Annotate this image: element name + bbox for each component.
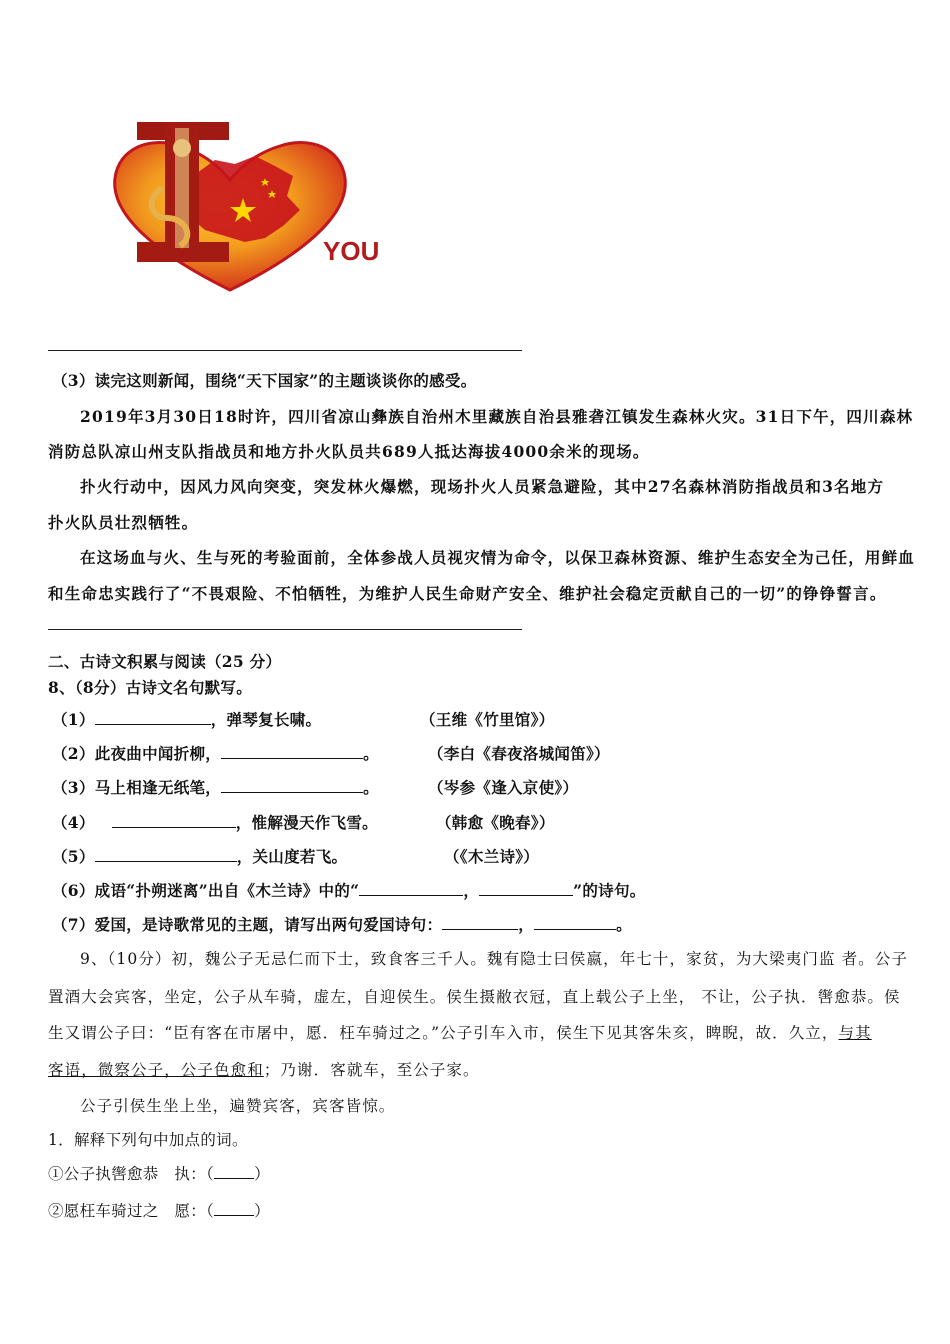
recitation-source-3: （岑参《逢入京使》） bbox=[428, 778, 579, 797]
recitation-item-6: （6）成语“扑朔迷离”出自《木兰诗》中的“ ， ”的诗句。 bbox=[52, 881, 646, 900]
section-heading: 二、古诗文积累与阅读（25 分） bbox=[48, 652, 282, 671]
recitation-source-5: （《木兰诗》） bbox=[444, 847, 540, 866]
answer-blank[interactable] bbox=[221, 777, 363, 793]
answer-blank[interactable] bbox=[214, 1163, 254, 1179]
question-9-line-2: 置酒大会宾客，坐定，公子从车骑，虚左，自迎侯生。侯生摄敝衣冠，直上载公子上坐， 不让，公子执．辔愈恭。侯 bbox=[48, 988, 901, 1006]
recitation-item-1: （1） ，弹琴复长啸。 bbox=[52, 710, 322, 729]
explain-item-1: ①公子执辔愈恭 执：（ ） bbox=[48, 1165, 270, 1183]
question-9-line-3: 生又谓公子曰：“臣有客在市屠中，愿．枉车骑过之。”公子引车入市，侯生下见其客朱亥，睥睨，故．久立，与其 bbox=[48, 1024, 872, 1042]
answer-blank[interactable] bbox=[442, 914, 518, 930]
news-paragraph-2-line-1: 扑火行动中，因风力风向突变，突发林火爆燃，现场扑火人员紧急避险，其中27名森林消防指战员和3名地方 bbox=[80, 477, 885, 496]
answer-blank[interactable] bbox=[95, 709, 211, 725]
answer-line bbox=[48, 629, 522, 630]
recitation-source-2: （李白《春夜洛城闻笛》） bbox=[428, 744, 610, 763]
underlined-phrase: 客语，微察公子，公子色愈和 bbox=[48, 1061, 264, 1079]
recitation-source-1: （王维《竹里馆》） bbox=[420, 710, 555, 729]
news-paragraph-1-line-2: 消防总队凉山州支队指战员和地方扑火队员共689人抵达海拔4000余米的现场。 bbox=[48, 442, 650, 461]
news-paragraph-3-line-1: 在这场血与火、生与死的考验面前，全体参战人员视灾情为命令，以保卫森林资源、维护生态安全为己任，用鲜血 bbox=[80, 548, 916, 567]
recitation-item-2: （2）此夜曲中闻折柳， 。 bbox=[52, 744, 379, 763]
question-9-line-5: 公子引侯生坐上坐，遍赞宾客，宾客皆惊。 bbox=[80, 1097, 396, 1115]
i-love-china-heart-logo bbox=[105, 118, 405, 298]
question-9-line-1: 9、（10分）初，魏公子无忌仁而下士，致食客三千人。魏有隐士曰侯嬴，年七十，家贫，为大梁夷门监 者。公子 bbox=[80, 950, 908, 968]
sub-question-1: 1．解释下列句中加点的词。 bbox=[48, 1131, 248, 1149]
answer-blank[interactable] bbox=[112, 812, 236, 828]
recitation-item-4: （4） ，惟解漫天作飞雪。 bbox=[52, 813, 378, 832]
answer-blank[interactable] bbox=[95, 846, 237, 862]
underlined-phrase: 与其 bbox=[838, 1024, 872, 1042]
answer-blank[interactable] bbox=[214, 1200, 254, 1216]
news-paragraph-1-line-1: 2019年3月30日18时许，四川省凉山彝族自治州木里藏族自治县雅砻江镇发生森林火灾。31日下午，四川森林 bbox=[80, 407, 914, 426]
recitation-item-5: （5） ，关山度若飞。 bbox=[52, 847, 348, 866]
answer-blank[interactable] bbox=[479, 880, 573, 896]
question-9-line-4: 客语，微察公子，公子色愈和；乃谢．客就车，至公子家。 bbox=[48, 1061, 480, 1079]
logo-you-text: YOU bbox=[323, 236, 380, 266]
recitation-item-7: （7）爱国，是诗歌常见的主题，请写出两句爱国诗句： ， 。 bbox=[52, 915, 632, 934]
answer-line bbox=[48, 350, 522, 351]
answer-blank[interactable] bbox=[221, 743, 363, 759]
question-8-title: 8、（8分）古诗文名句默写。 bbox=[48, 678, 253, 697]
recitation-item-3: （3）马上相逢无纸笔， 。 bbox=[52, 778, 379, 797]
answer-blank[interactable] bbox=[359, 880, 463, 896]
explain-item-2: ②愿枉车骑过之 愿：（ ） bbox=[48, 1202, 270, 1220]
news-paragraph-2-line-2: 扑火队员壮烈牺牲。 bbox=[48, 513, 199, 532]
q3-prompt: （3）读完这则新闻，围绕“天下国家”的主题谈谈你的感受。 bbox=[52, 371, 477, 390]
answer-blank[interactable] bbox=[534, 914, 616, 930]
recitation-source-4: （韩愈《晚春》） bbox=[436, 813, 555, 832]
news-paragraph-3-line-2: 和生命忠实践行了“不畏艰险、不怕牺牲，为维护人民生命财产安全、维护社会稳定贡献自己的一切”的铮铮誓言。 bbox=[48, 584, 887, 603]
